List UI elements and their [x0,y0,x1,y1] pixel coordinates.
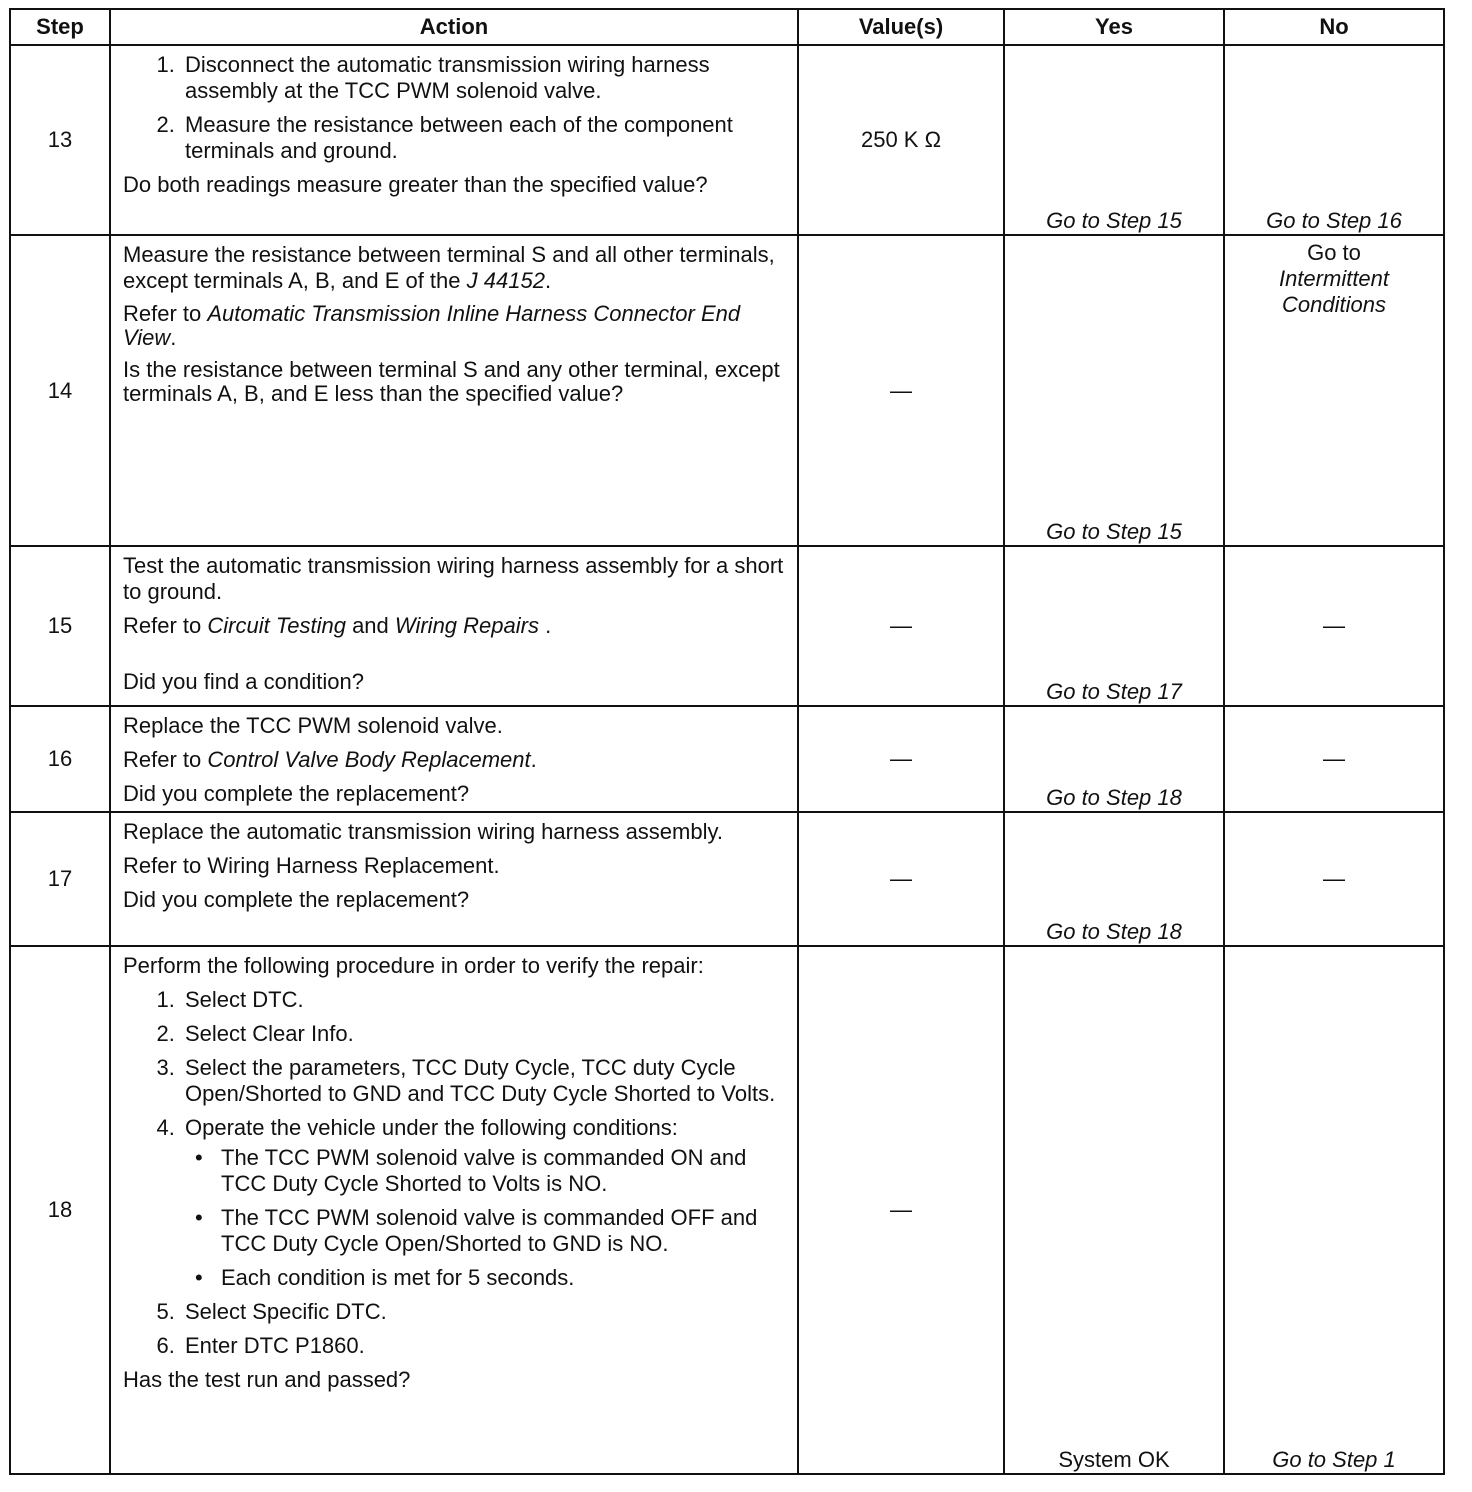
value-cell: — [798,235,1004,546]
yes-cell[interactable] [1004,812,1224,946]
yes-cell[interactable] [1004,546,1224,706]
step-number: 18 [10,946,110,1474]
and-text: and [345,613,395,638]
refer-link[interactable]: Control Valve Body Replacement [207,747,531,772]
action-question: Is the resistance between terminal S and any other terminal, except terminals A, B, and E less than the specified value? [123,357,780,406]
no-prefix: Go to [1307,240,1361,265]
bullet-item: • The TCC PWM solenoid valve is commanded OFF and TCC Duty Cycle Open/Shorted to GND is NO. [217,1205,787,1257]
action-text: Perform the following procedure in order to verify the repair: [123,953,704,978]
action-cell [110,812,798,946]
procedure-list-continued [123,1299,787,1359]
step-number: 13 [10,45,110,235]
step-number: 15 [10,546,110,706]
diagnostic-table [9,8,1445,1475]
header-yes: Yes [1004,9,1224,45]
list-item: 2. Select Clear Info. [181,1021,787,1047]
action-question: Did you find a condition? [123,669,364,694]
tool-ref: J 44152 [466,268,545,293]
no-cell: — [1224,706,1444,812]
refer-prefix: Refer to [123,747,208,772]
yes-link[interactable]: Go to Step 18 [1046,785,1182,810]
table-row-step-14 [10,235,1444,546]
refer-text [123,302,787,350]
value-cell: — [798,706,1004,812]
refer-link-wiring-repairs[interactable]: Wiring Repairs [394,613,539,638]
list-item: 6. Enter DTC P1860. [181,1333,787,1359]
no-cell[interactable] [1224,235,1444,546]
refer-link[interactable]: Automatic Transmission Inline Harness Connector End View [123,301,741,350]
action-cell [110,706,798,812]
action-question: Do both readings measure greater than the specified value? [123,172,708,197]
value-cell: 250 K Ω [798,45,1004,235]
value-cell: — [798,946,1004,1474]
action-cell [110,45,798,235]
table-row-step-17 [10,812,1444,946]
value-cell: — [798,546,1004,706]
yes-link[interactable]: Go to Step 17 [1046,679,1182,704]
action-text [123,242,787,294]
header-no: No [1224,9,1444,45]
refer-prefix: Refer to [123,613,208,638]
action-text: Replace the TCC PWM solenoid valve. [123,713,503,738]
list-item: 2. Measure the resistance between each of the component terminals and ground. [181,112,787,164]
table-row-step-16 [10,706,1444,812]
refer-link-circuit-testing[interactable]: Circuit Testing [207,613,346,638]
no-link[interactable]: Go to Step 1 [1272,1447,1396,1472]
punct: . [544,268,552,293]
punct: . [538,613,552,638]
action-text: Replace the automatic transmission wiring harness assembly. [123,819,723,844]
punct: . [170,325,177,350]
header-step: Step [10,9,110,45]
list-item-text: Operate the vehicle under the following conditions: [185,1115,678,1140]
bullet-item: • Each condition is met for 5 seconds. [217,1265,787,1291]
refer-text: Refer to Wiring Harness Replacement. [123,853,500,878]
list-item: 5. Select Specific DTC. [181,1299,787,1325]
header-row [10,9,1444,45]
step-number: 14 [10,235,110,546]
yes-cell[interactable] [1004,45,1224,235]
no-cell: — [1224,546,1444,706]
yes-cell: System OK [1004,946,1224,1474]
action-cell [110,235,798,546]
no-cell[interactable] [1224,45,1444,235]
action-question: Has the test run and passed? [123,1367,411,1392]
action-text-part: Measure the resistance between terminal S and all other terminals, except terminals A, B, and E of the [123,242,775,293]
action-cell [110,546,798,706]
yes-link[interactable]: Go to Step 15 [1046,519,1182,544]
list-item: 3. Select the parameters, TCC Duty Cycle, TCC duty Cycle Open/Shorted to GND and TCC Duty Cycle Shorted to Volts. [181,1055,787,1107]
refer-text [123,613,787,639]
step-number: 16 [10,706,110,812]
punct: . [530,747,537,772]
value-cell: — [798,812,1004,946]
no-cell: — [1224,812,1444,946]
yes-cell[interactable] [1004,706,1224,812]
table-row-step-18 [10,946,1444,1474]
list-item [181,1115,787,1291]
refer-prefix: Refer to [123,301,208,326]
bullet-item: • The TCC PWM solenoid valve is commanded ON and TCC Duty Cycle Shorted to Volts is NO. [217,1145,787,1197]
action-question: Did you complete the replacement? [123,887,470,912]
refer-text [123,747,787,773]
action-list [123,52,787,164]
action-question: Did you complete the replacement? [123,781,470,806]
no-link[interactable]: Intermittent Conditions [1278,266,1390,317]
action-text: Test the automatic transmission wiring harness assembly for a short to ground. [123,553,784,604]
action-cell [110,946,798,1474]
header-action: Action [110,9,798,45]
procedure-list [123,987,787,1291]
yes-link[interactable]: Go to Step 15 [1046,208,1182,233]
no-cell[interactable] [1224,946,1444,1474]
step-number: 17 [10,812,110,946]
no-link[interactable]: Go to Step 16 [1266,208,1402,233]
table-row-step-13 [10,45,1444,235]
yes-cell[interactable] [1004,235,1224,546]
condition-bullets [185,1145,787,1291]
header-values: Value(s) [798,9,1004,45]
list-item: 1. Select DTC. [181,987,787,1013]
yes-link[interactable]: Go to Step 18 [1046,919,1182,944]
table-row-step-15 [10,546,1444,706]
list-item: 1. Disconnect the automatic transmission wiring harness assembly at the TCC PWM solenoid valve. [181,52,787,104]
